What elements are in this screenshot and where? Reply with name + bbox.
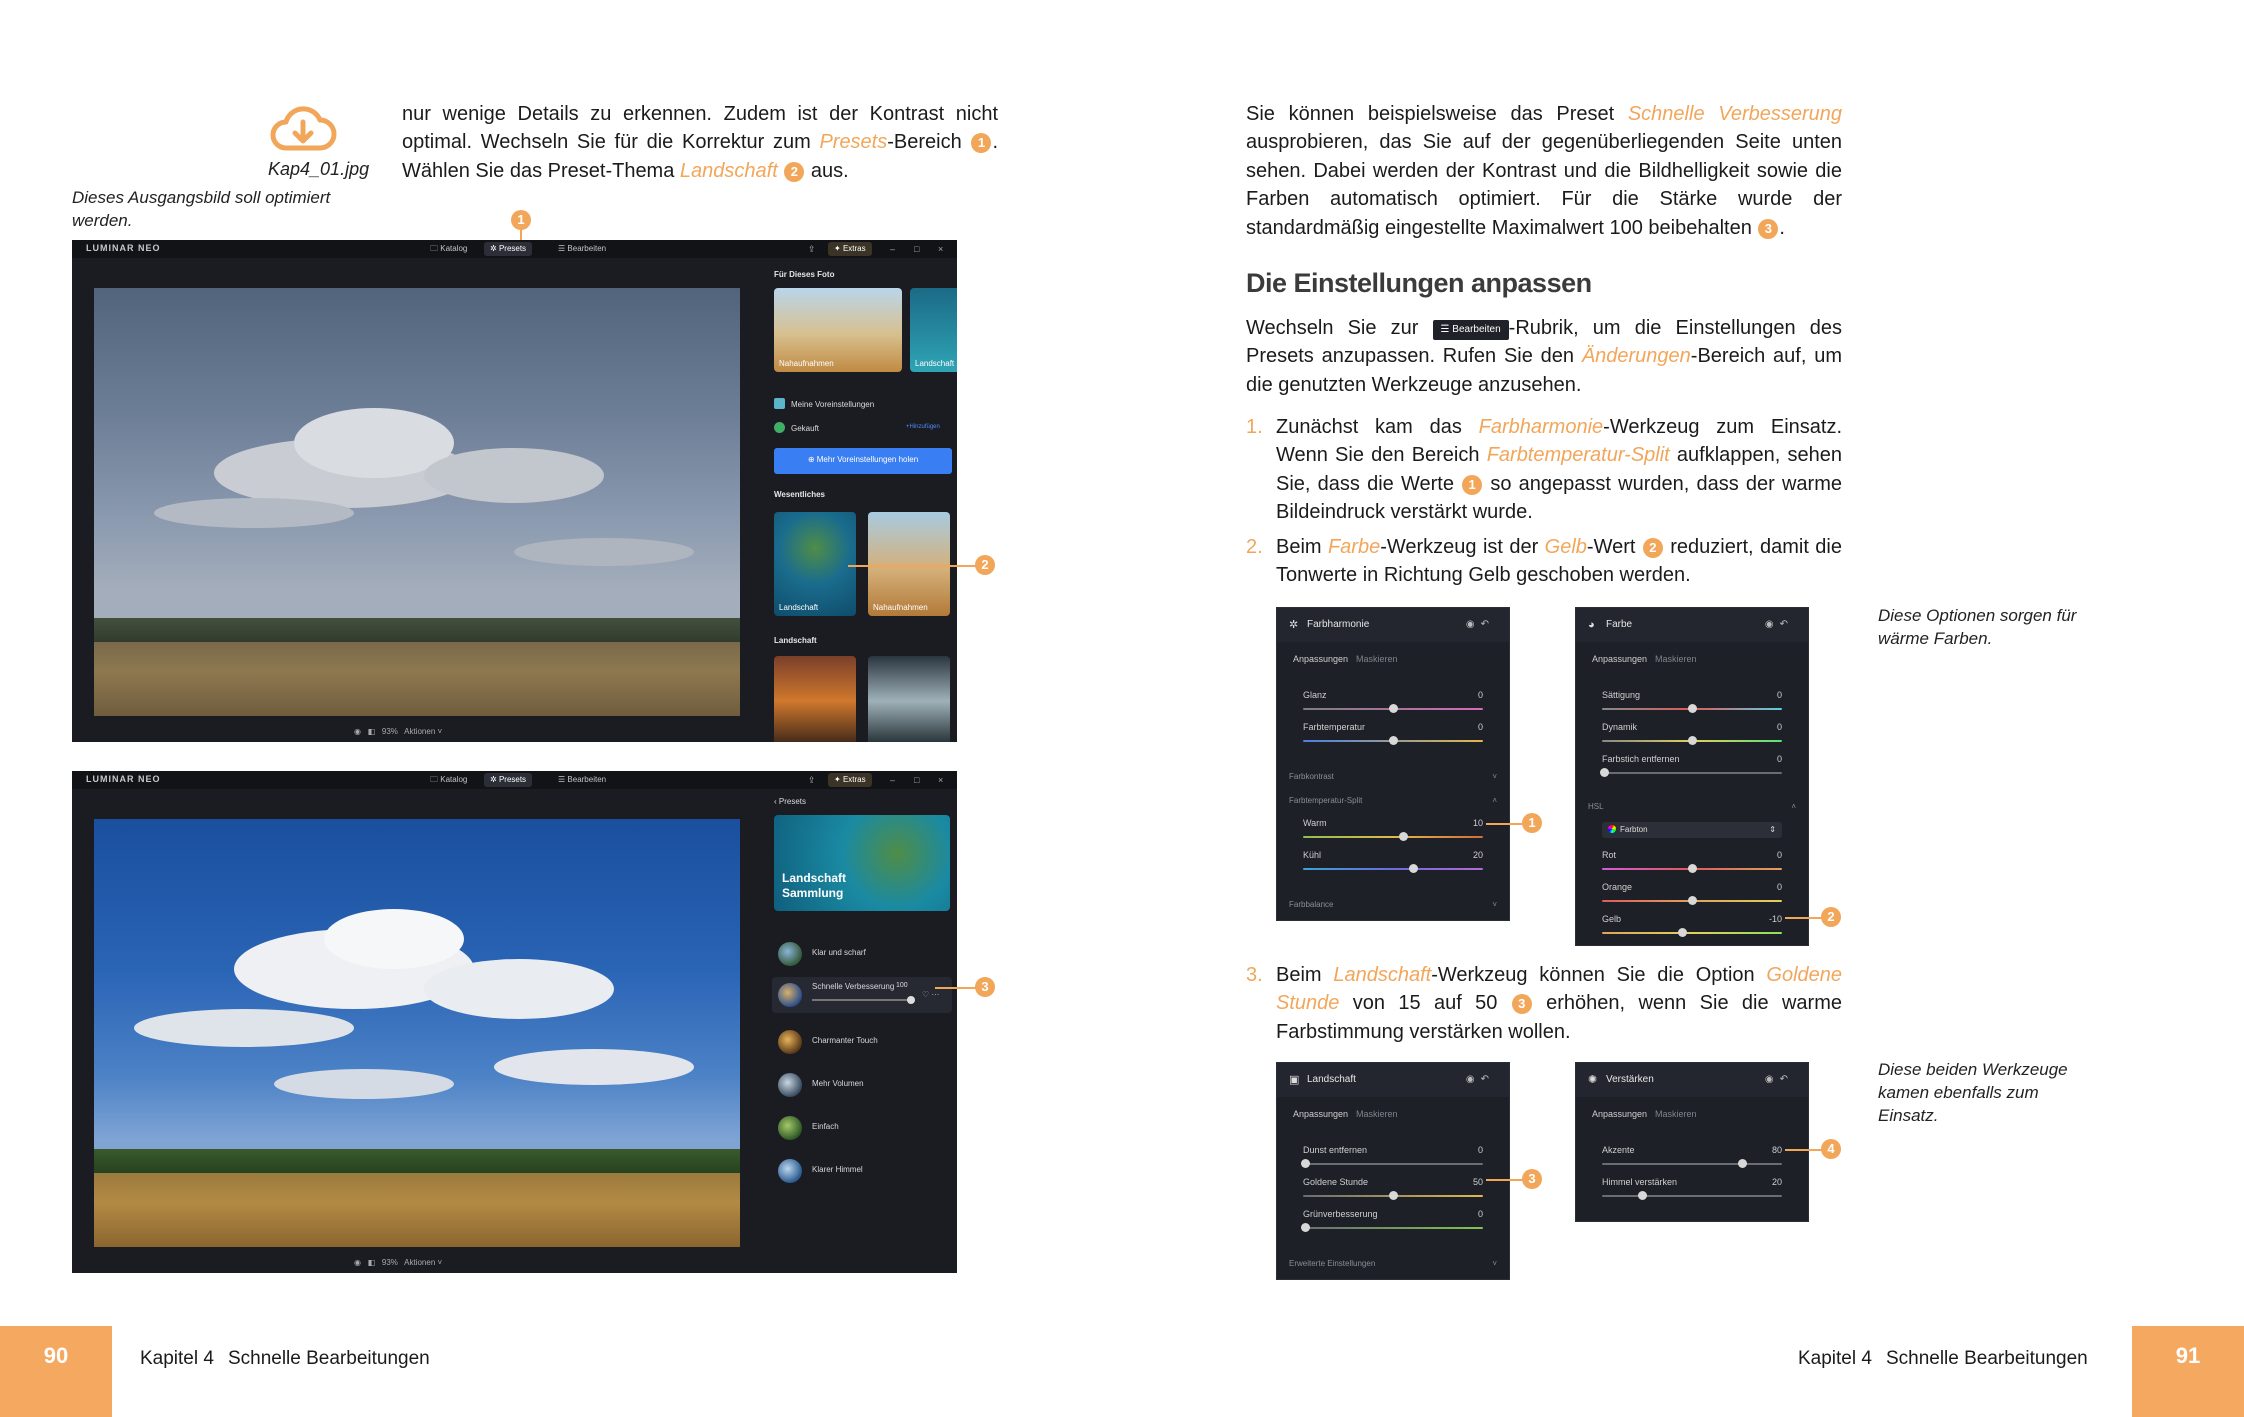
slider-knob[interactable] (1301, 1223, 1310, 1232)
step-3: 3. Beim Landschaft-Werkzeug können Sie die Option Goldene Stunde von 15 auf 50 3 erhöhen, wenn Sie die warme Farbstimmung verstärken wollen. (1276, 961, 1842, 1046)
screenshot-landschaft-collection (72, 771, 957, 1273)
strength-slider[interactable] (812, 999, 912, 1001)
tab-katalog[interactable]: 🗀 Katalog (430, 244, 468, 253)
minimize-icon[interactable]: – (890, 775, 896, 785)
slider-knob[interactable] (1600, 768, 1609, 777)
cloud (424, 959, 614, 1019)
preset-thumbnail (778, 983, 802, 1007)
footer-title: Schnelle Bearbeitungen (1885, 1348, 2088, 1369)
eye-icon[interactable]: ◉ (354, 1258, 361, 1267)
panel-farbe: ◕ Farbe ◉↶ Anpassungen Maskieren Sättigung 0 Dynamik 0 Farbstich entfernen 0 HSL ˄ Farbton ⇕ Rot 0 Orange 0 Gelb -10 (1575, 607, 1809, 946)
sky-enhance-slider[interactable] (1602, 1195, 1782, 1197)
bearbeiten-chip: ☰ Bearbeiten (1433, 320, 1509, 340)
callout-1-warm: 1 (1522, 813, 1542, 833)
cloud (514, 538, 694, 566)
actions-menu[interactable]: Aktionen (404, 1258, 436, 1267)
dehaze-slider[interactable] (1303, 1163, 1483, 1165)
slider-knob[interactable] (1409, 864, 1418, 873)
footer-right (1798, 1348, 2088, 1370)
landscape-photo-enhanced (94, 819, 740, 1247)
footer-left (140, 1348, 430, 1370)
palette-icon: ◕ (1588, 619, 1595, 631)
add-link[interactable]: +Hinzufügen (906, 424, 940, 430)
cloud (154, 498, 354, 528)
close-icon[interactable]: × (938, 244, 944, 254)
slider-knob[interactable] (1688, 864, 1697, 873)
panel-farbharmonie: ✲ Farbharmonie ◉↶ Anpassungen Maskieren Glanz 0 Farbtemperatur 0 Farbkontrast ˅ Farbtemperatur-Split ˄ Warm 10 Kühl 20 Farbbalance ˅ (1276, 607, 1510, 921)
slider-knob[interactable] (1688, 704, 1697, 713)
field (94, 1173, 740, 1247)
actions-menu[interactable]: Aktionen (404, 727, 436, 736)
preset-item[interactable]: Mehr Volumen (772, 1070, 952, 1100)
panel-landschaft: ▣ Landschaft ◉↶ Anpassungen Maskieren Dunst entfernen 0 Goldene Stunde 50 Grünverbesserung 0 Erweiterte Einstellungen ˅ (1276, 1062, 1510, 1280)
callout-badge: 1 (971, 133, 991, 153)
thumb-sunset[interactable] (774, 656, 856, 742)
thumb-storm[interactable] (868, 656, 950, 742)
callout-4-accent: 4 (1821, 1139, 1841, 1159)
preset-item[interactable]: Klar und scharf (772, 939, 952, 969)
hills (94, 618, 740, 644)
field (94, 642, 740, 716)
hills (94, 1149, 740, 1175)
visibility-reset-icons[interactable]: ◉↶ (1764, 1074, 1794, 1085)
preset-item-selected[interactable]: Schnelle Verbesserung 100 ♡ ⋯ (772, 977, 952, 1013)
harmony-icon: ✲ (1289, 619, 1299, 631)
preset-thumbnail (778, 1073, 802, 1097)
share-icon[interactable]: ⇪ (808, 775, 816, 785)
thumb-ess-nahaufnahmen[interactable]: Nahaufnahmen (868, 512, 950, 616)
caption-two-tools: Diese beiden Werkzeuge kamen ebenfalls zum Einsatz. (1878, 1060, 2068, 1125)
zoom-level[interactable]: 93% (381, 727, 398, 736)
callout-line (935, 987, 979, 989)
preset-thumbnail (778, 942, 802, 966)
cast-slider[interactable] (1602, 772, 1782, 774)
slider-knob[interactable] (1688, 896, 1697, 905)
page-number-left: 90 (0, 1326, 112, 1417)
app-topbar (72, 771, 957, 789)
cloud (134, 1009, 354, 1047)
section-farbkontrast[interactable]: Farbkontrast ˅ (1289, 772, 1497, 781)
slider-knob[interactable] (1638, 1191, 1647, 1200)
collection-title: Landschaft (782, 871, 847, 885)
panel-tabs[interactable]: Anpassungen Maskieren (1592, 654, 1697, 664)
step-number: 2. (1246, 536, 1263, 558)
tab-presets[interactable]: ✲ Presets (484, 242, 532, 256)
strength-knob[interactable] (907, 996, 915, 1004)
preset-thumbnail (778, 1030, 802, 1054)
download-caption: Dieses Ausgangsbild soll optimiert werden. (72, 188, 331, 230)
hue-dropdown[interactable]: Farbton ⇕ (1602, 822, 1782, 838)
panel-header: ◕ Farbe ◉↶ (1576, 608, 1808, 642)
extras-button[interactable]: ✦ Extras (828, 773, 872, 787)
accent-slider[interactable] (1602, 1163, 1782, 1165)
slider-knob[interactable] (1301, 1159, 1310, 1168)
slider-knob[interactable] (1389, 704, 1398, 713)
preset-item[interactable]: Einfach (772, 1113, 952, 1143)
tab-bearbeiten[interactable]: ☰ Bearbeiten (558, 244, 607, 253)
slider-knob[interactable] (1738, 1159, 1747, 1168)
callout-badge: 3 (1512, 994, 1532, 1014)
my-presets-item[interactable]: Meine Voreinstellungen (774, 398, 874, 409)
preset-thumbnail (778, 1159, 802, 1183)
footer-chapter: Kapitel 4 (140, 1348, 214, 1369)
folder-icon (774, 398, 785, 409)
slider-knob[interactable] (1678, 928, 1687, 937)
download-cloud-icon (268, 100, 338, 156)
section-landschaft: Landschaft (774, 636, 817, 645)
visibility-reset-icons[interactable]: ◉↶ (1465, 1074, 1495, 1085)
collection-subtitle: Sammlung (782, 886, 844, 900)
section-hsl[interactable]: HSL ˄ (1588, 802, 1796, 811)
callout-3-golden-hour: 3 (1522, 1169, 1542, 1189)
tab-katalog[interactable]: 🗀 Katalog (430, 775, 468, 784)
landscape-icon: ▣ (1289, 1074, 1300, 1086)
cloud (494, 1049, 694, 1085)
close-icon[interactable]: × (938, 775, 944, 785)
footer-title: Schnelle Bearbeitungen (227, 1348, 430, 1369)
panel-header: ▣ Landschaft ◉↶ (1277, 1063, 1509, 1097)
thumb-ess-landschaft[interactable]: Landschaft (774, 512, 856, 616)
callout-2-landschaft: 2 (975, 555, 995, 575)
view-controls: ◉ ◧ 93% Aktionen ˅ (354, 727, 443, 736)
callout-2-gelb: 2 (1821, 907, 1841, 927)
page-number-right: 91 (2132, 1326, 2244, 1417)
extras-button[interactable]: ✦ Extras (828, 242, 872, 256)
download-filename[interactable]: Kap4_01.jpg (268, 159, 370, 179)
intro-paragraph: nur wenige Details zu erkennen. Zudem ist der Kontrast nicht optimal. Wechseln Sie für die Korrektur zum Presets-Bereich 1 . Wählen Sie das Preset-Thema Landschaft 2 aus. (402, 103, 998, 182)
tab-presets[interactable]: ✲ Presets (484, 773, 532, 787)
maximize-icon[interactable]: □ (914, 244, 920, 254)
section-farbbalance[interactable]: Farbbalance ˅ (1289, 900, 1497, 909)
panel-tabs[interactable]: Anpassungen Maskieren (1592, 1109, 1697, 1119)
strength-value: 100 (896, 982, 908, 989)
thumb-nahaufnahmen[interactable]: Nahaufnahmen (774, 288, 902, 372)
preset-thumbnail (778, 1116, 802, 1140)
sparkle-icon: ✺ (1588, 1074, 1598, 1086)
slider-knob[interactable] (1399, 832, 1408, 841)
cart-icon (774, 422, 785, 433)
step-number: 1. (1246, 416, 1263, 438)
thumb-landschaft[interactable]: Landschaft (910, 288, 957, 372)
collection-banner (774, 815, 950, 911)
tab-bearbeiten[interactable]: ☰ Bearbeiten (558, 775, 607, 784)
slider-knob[interactable] (1688, 736, 1697, 745)
preset-item[interactable]: Charmanter Touch (772, 1027, 952, 1057)
app-topbar (72, 240, 957, 258)
maximize-icon[interactable]: □ (914, 775, 920, 785)
warm-slider[interactable] (1303, 836, 1483, 838)
panel-tabs[interactable]: Anpassungen Maskieren (1293, 1109, 1398, 1119)
callout-badge: 1 (1462, 475, 1482, 495)
view-controls: ◉ ◧ 93% Aktionen ˅ (354, 1258, 443, 1267)
cloud (274, 1069, 454, 1099)
section-split[interactable]: Farbtemperatur-Split ˄ (1289, 796, 1497, 805)
favorite-icon[interactable]: ♡ ⋯ (922, 990, 940, 999)
step-number: 3. (1246, 964, 1263, 986)
step-1: 1. Zunächst kam das Farbharmonie-Werkzeug zum Einsatz. Wenn Sie den Bereich Farbtemperatur-Split aufklappen, sehen Sie, dass die Werte 1 so angepasst wurden, dass der warme Bildeindruck verstärkt wurde. (1276, 413, 1842, 527)
panel-tabs[interactable]: Anpassungen Maskieren (1293, 654, 1398, 664)
callout-badge: 3 (1758, 219, 1778, 239)
section-advanced[interactable]: Erweiterte Einstellungen ˅ (1289, 1259, 1497, 1268)
section-essentials: Wesentliches (774, 490, 825, 499)
app-logo: LUMINAR NEO (86, 243, 161, 253)
footer-chapter: Kapitel 4 (1798, 1348, 1872, 1369)
paragraph-adjust: Wechseln Sie zur ☰ Bearbeiten -Rubrik, um die Einstellungen des Presets anzupassen. Rufen Sie den Änderungen-Bereich auf, um die genutzten Werkzeuge anzusehen. (1246, 317, 1843, 396)
compare-icon[interactable]: ◧ (367, 1258, 376, 1267)
preset-item[interactable]: Klarer Himmel (772, 1156, 952, 1186)
paragraph-preset-example: Sie können beispielsweise das Preset Schnelle Verbesserung ausprobieren, das Sie auf der gegenüberliegenden Seite unten sehen. Dabei werden der Kontrast und die Bildhelligkeit sowie die Farben automatisch optimiert. Für die Stärke wurde der standardmäßig eingestellte Maximalwert 100 beibehalten 3 . (1246, 103, 1843, 239)
zoom-level[interactable]: 93% (381, 1258, 398, 1267)
visibility-reset-icons[interactable]: ◉↶ (1764, 619, 1794, 630)
panel-verstaerken: ✺ Verstärken ◉↶ Anpassungen Maskieren Akzente 80 Himmel verstärken 20 (1575, 1062, 1809, 1222)
slider-knob[interactable] (1389, 736, 1398, 745)
section-for-photo: Für Dieses Foto (774, 270, 835, 279)
bought-item[interactable]: Gekauft (774, 422, 819, 433)
more-presets-button[interactable]: ⊕ Mehr Voreinstellungen holen (774, 448, 952, 474)
compare-icon[interactable]: ◧ (367, 727, 376, 736)
callout-badge: 2 (784, 162, 804, 182)
minimize-icon[interactable]: – (890, 244, 896, 254)
slider-knob[interactable] (1389, 1191, 1398, 1200)
caption-warm-colors: Diese Optionen sorgen für wärme Farben. (1878, 606, 2077, 648)
step-2: 2. Beim Farbe-Werkzeug ist der Gelb-Wert 2 reduziert, damit die Tonwerte in Richtung Gelb geschoben werden. (1276, 533, 1842, 590)
landscape-photo (94, 288, 740, 716)
callout-badge: 2 (1643, 538, 1663, 558)
callout-1-presets: 1 (511, 210, 531, 230)
yellow-slider[interactable] (1602, 932, 1782, 934)
cool-slider[interactable] (1303, 868, 1483, 870)
screenshot-presets-overview (72, 240, 957, 742)
cloud (324, 909, 464, 969)
panel-header: ✲ Farbharmonie ◉↶ (1277, 608, 1509, 642)
panel-header: ✺ Verstärken ◉↶ (1576, 1063, 1808, 1097)
callout-line (848, 565, 976, 567)
app-logo: LUMINAR NEO (86, 774, 161, 784)
back-to-presets[interactable]: ‹ Presets (774, 797, 807, 806)
cloud (424, 448, 604, 503)
color-wheel-icon (1608, 825, 1616, 833)
section-heading: Die Einstellungen anpassen (1246, 268, 1592, 298)
visibility-reset-icons[interactable]: ◉↶ (1465, 619, 1495, 630)
eye-icon[interactable]: ◉ (354, 727, 361, 736)
share-icon[interactable]: ⇪ (808, 244, 816, 254)
foliage-slider[interactable] (1303, 1227, 1483, 1229)
callout-3-strength: 3 (975, 977, 995, 997)
